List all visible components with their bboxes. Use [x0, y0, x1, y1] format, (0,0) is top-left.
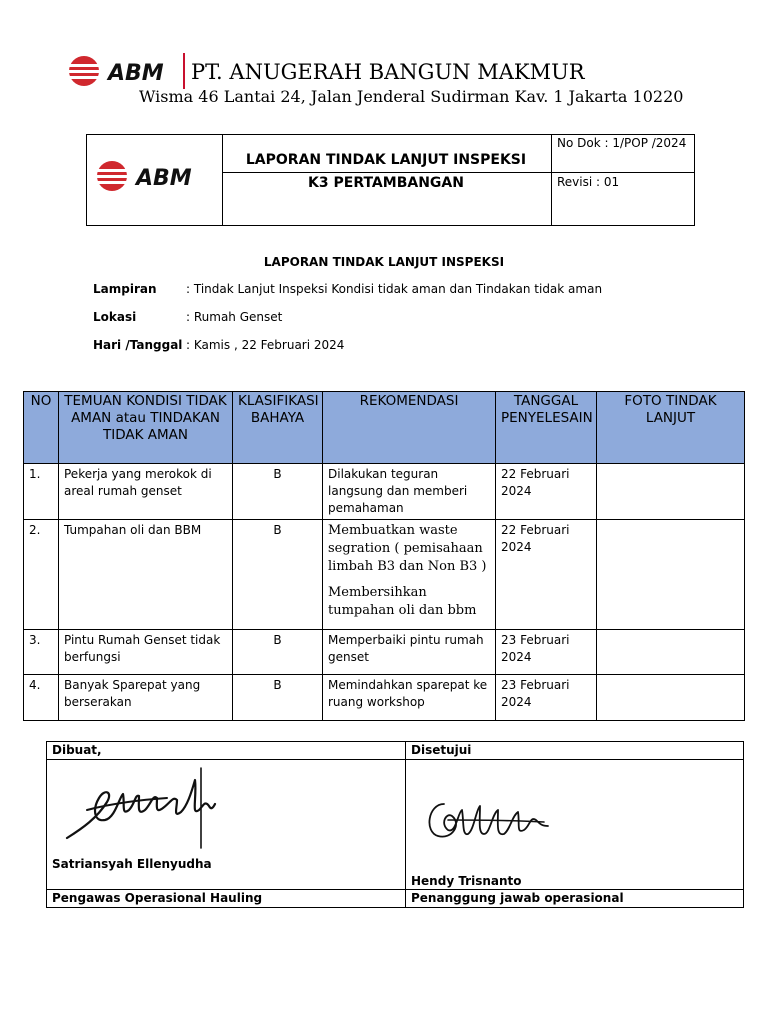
col-header-temuan: TEMUAN KONDISI TIDAK AMAN atau TINDAKAN TIDAK AMAN	[59, 392, 233, 464]
col-header-klasifikasi: KLASIFIKASI BAHAYA	[233, 392, 323, 464]
cell-foto	[597, 520, 745, 630]
dibuat-name: Satriansyah Ellenyudha	[52, 857, 212, 871]
cell-temuan: Tumpahan oli dan BBM	[59, 520, 233, 630]
cell-no: 4.	[24, 675, 59, 721]
document-title-line2: K3 PERTAMBANGAN	[308, 175, 464, 191]
disetujui-position: Penanggung jawab operasional	[406, 890, 744, 908]
col-header-rekomendasi: REKOMENDASI	[323, 392, 496, 464]
cell-no: 2.	[24, 520, 59, 630]
table-row	[24, 520, 745, 630]
document-number: No Dok : 1/POP /2024	[557, 136, 687, 150]
report-title: LAPORAN TINDAK LANJUT INSPEKSI	[263, 255, 505, 269]
field-value-tanggal: : Kamis , 22 Februari 2024	[186, 338, 345, 352]
cell-foto	[597, 464, 745, 520]
cell-klasifikasi: B	[233, 675, 323, 721]
findings-table	[23, 391, 745, 721]
recommendation-text: Membuatkan waste segration ( pemisahaan limbah B3 dan Non B3 )	[328, 523, 487, 574]
cell-rekomendasi: Memperbaiki pintu rumah genset	[323, 630, 496, 675]
cell-klasifikasi: B	[233, 464, 323, 520]
disetujui-name: Hendy Trisnanto	[411, 874, 522, 888]
table-row	[24, 464, 745, 520]
cell-tanggal: 23 Februari 2024	[496, 630, 597, 675]
logo-divider	[183, 53, 185, 89]
disetujui-label: Disetujui	[406, 742, 744, 760]
abm-logo	[68, 55, 172, 87]
abm-logo-header	[96, 160, 200, 192]
cell-tanggal: 23 Februari 2024	[496, 675, 597, 721]
svg-text:ABM: ABM	[136, 166, 192, 191]
document-revision: Revisi : 01	[557, 175, 620, 189]
field-label-lampiran: Lampiran	[93, 282, 157, 296]
table-header-row	[24, 392, 745, 464]
cell-temuan: Banyak Sparepat yang berserakan	[59, 675, 233, 721]
cell-klasifikasi: B	[233, 630, 323, 675]
table-row	[24, 630, 745, 675]
cell-tanggal: 22 Februari 2024	[496, 464, 597, 520]
dibuat-signature-cell	[47, 760, 406, 890]
field-label-tanggal: Hari /Tanggal	[93, 338, 183, 352]
field-value-lampiran: : Tindak Lanjut Inspeksi Kondisi tidak aman dan Tindakan tidak aman	[186, 282, 603, 296]
disetujui-signature-cell	[406, 760, 744, 890]
col-header-foto: FOTO TINDAK LANJUT	[597, 392, 745, 464]
cell-rekomendasi: Dilakukan teguran langsung dan memberi pemahaman	[323, 464, 496, 520]
cell-temuan: Pekerja yang merokok di areal rumah genset	[59, 464, 233, 520]
cell-temuan: Pintu Rumah Genset tidak berfungsi	[59, 630, 233, 675]
cell-rekomendasi: Memindahkan sparepat ke ruang workshop	[323, 675, 496, 721]
cell-rekomendasi	[323, 520, 496, 630]
cell-foto	[597, 630, 745, 675]
dibuat-label: Dibuat,	[47, 742, 406, 760]
field-value-lokasi: : Rumah Genset	[186, 310, 283, 324]
cell-tanggal: 22 Februari 2024	[496, 520, 597, 630]
document-title-line1: LAPORAN TINDAK LANJUT INSPEKSI	[245, 152, 527, 168]
cell-no: 3.	[24, 630, 59, 675]
signature-table	[46, 741, 744, 908]
cell-no: 1.	[24, 464, 59, 520]
field-label-lokasi: Lokasi	[93, 310, 137, 324]
col-header-tanggal: TANGGAL PENYELESAIN	[496, 392, 597, 464]
cell-klasifikasi: B	[233, 520, 323, 630]
svg-text:ABM: ABM	[108, 61, 164, 86]
table-row	[24, 675, 745, 721]
recommendation-text-2: Membersihkan tumpahan oli dan bbm	[328, 585, 477, 618]
col-header-no: NO	[24, 392, 59, 464]
signature-satriansyah	[63, 764, 253, 854]
dibuat-position: Pengawas Operasional Hauling	[47, 890, 406, 908]
cell-foto	[597, 675, 745, 721]
signature-hendy	[418, 790, 558, 850]
company-name: PT. ANUGERAH BANGUN MAKMUR	[191, 60, 585, 84]
company-address: Wisma 46 Lantai 24, Jalan Jenderal Sudirman Kav. 1 Jakarta 10220	[139, 87, 684, 106]
